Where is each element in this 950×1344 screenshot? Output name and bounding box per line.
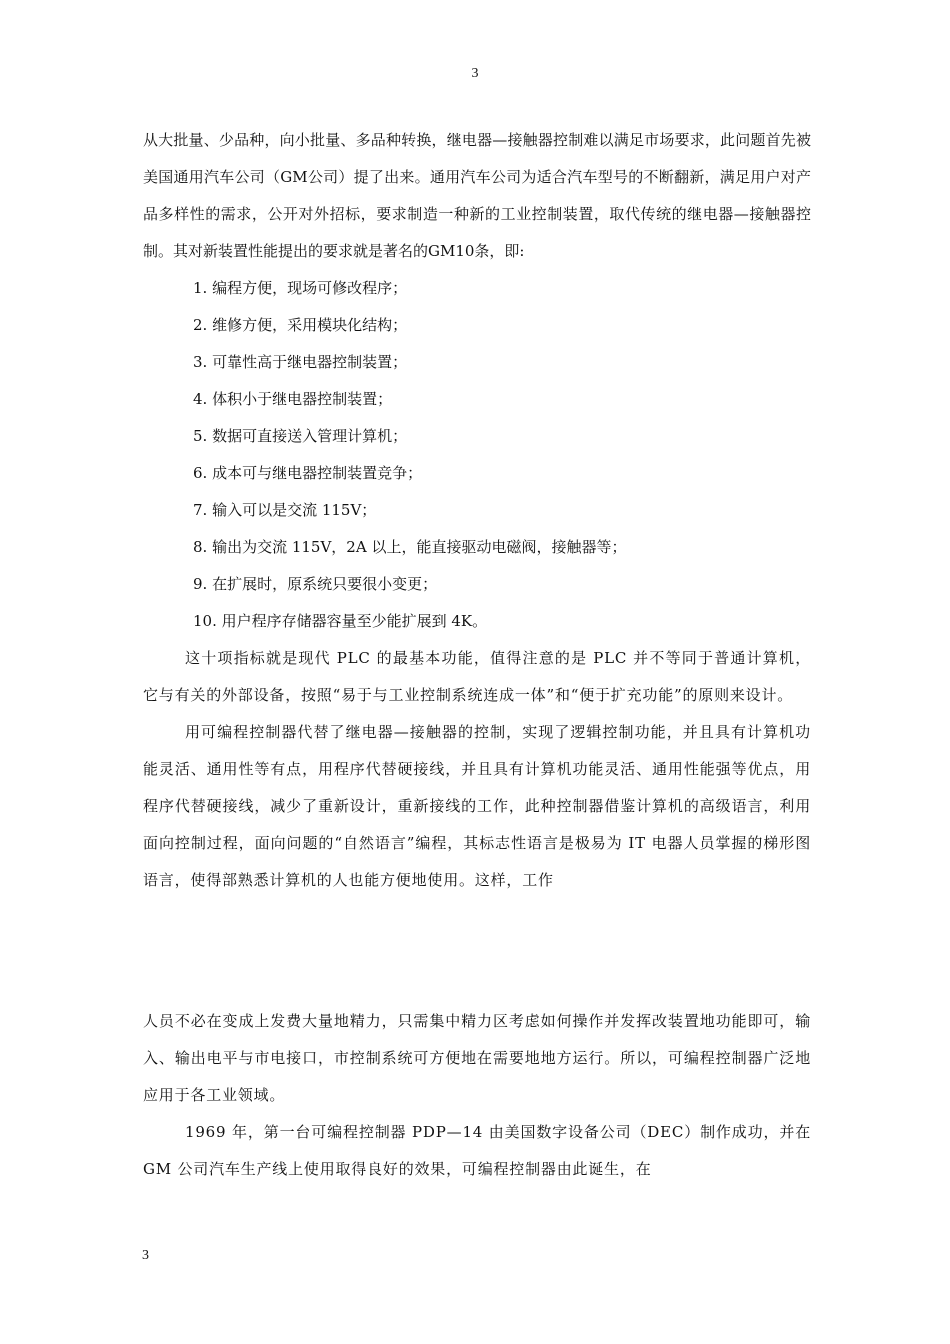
intro-paragraph: 从大批量、少品种，向小批量、多品种转换，继电器—接触器控制难以满足市场要求，此问题首先被美国通用汽车公司（GM公司）提了出来。通用汽车公司为适合汽车型号的不断翻新，满足用户对产品多样性的需求，公开对外招标，要求制造一种新的工业控制装置，取代传统的继电器—接触器控制。其对新装置性能提出的要求就是著名的GM10条，即: [143,131,811,260]
replacement-paragraph: 用可编程控制器代替了继电器—接触器的控制，实现了逻辑控制功能，并且具有计算机功能灵活、通用性等有点，用程序代替硬接线，并且具有计算机功能灵活、通用性能强等优点，用程序代替硬接线，减少了重新设计，重新接线的工作，此种控制器借鉴计算机的高级语言，利用面向控制过程，面向问题的“自然语言”编程，其标志性语言是极易为 IT 电器人员掌握的梯形图语言，使得部熟悉计算机的人也能方便地使用。这样，工作 [143,723,811,889]
history-paragraph: 1969 年，第一台可编程控制器 PDP—14 由美国数字设备公司（DEC）制作成功，并在 GM 公司汽车生产线上使用取得良好的效果，可编程控制器由此诞生，在 [143,1123,811,1178]
list-item: 6. 成本可与继电器控制装置竞争； [193,464,423,482]
page-number-top: 3 [471,66,479,81]
list-item: 2. 维修方便，采用模块化结构； [193,316,408,334]
body-text-upper [143,122,811,899]
requirements-list [143,270,811,640]
body-text-lower [143,1003,811,1188]
page-number-bottom: 3 [142,1248,149,1263]
list-item: 4. 体积小于继电器控制装置； [193,390,393,408]
list-item: 1. 编程方便，现场可修改程序； [193,279,408,297]
plc-function-paragraph: 这十项指标就是现代 PLC 的最基本功能，值得注意的是 PLC 并不等同于普通计算机，它与有关的外部设备，按照“易于与工业控制系统连成一体”和“便于扩充功能”的原则来设计。 [143,649,811,704]
list-item: 5. 数据可直接送入管理计算机； [193,427,408,445]
list-item: 9. 在扩展时，原系统只要很小变更； [193,575,438,593]
staff-paragraph: 人员不必在变成上发费大量地精力，只需集中精力区考虑如何操作并发挥改装置地功能即可，输入、输出电平与市电接口，市控制系统可方便地在需要地地方运行。所以，可编程控制器广泛地应用于各工业领域。 [143,1012,811,1104]
list-item: 10. 用户程序存储器容量至少能扩展到 4K。 [193,612,488,630]
list-item: 3. 可靠性高于继电器控制装置； [193,353,408,371]
list-item: 8. 输出为交流 115V，2A 以上，能直接驱动电磁阀，接触器等； [193,538,627,556]
list-item: 7. 输入可以是交流 115V； [193,501,377,519]
